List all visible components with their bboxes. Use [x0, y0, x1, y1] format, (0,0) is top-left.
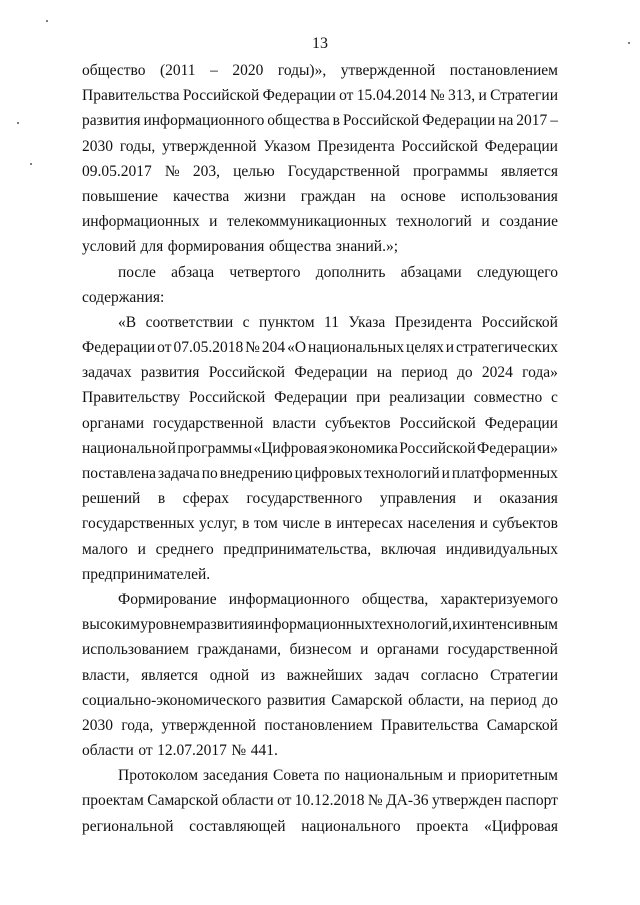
- text-line: поставлена задача по внедрению цифровых технологий и платформенных: [82, 465, 558, 482]
- scan-speck: [46, 20, 48, 22]
- text-line: решений в сферах государственного управления и оказания: [82, 490, 558, 508]
- text-line: высоким уровнем развития информационных технологий, их интенсивным: [82, 616, 558, 634]
- text-line: региональной составляющей национального проекта «Цифровая: [82, 817, 558, 835]
- text-line: повышение качества жизни граждан на основе использования: [82, 187, 558, 205]
- text-line: содержания:: [82, 288, 165, 306]
- text-line: национальной программы «Цифровая экономика Российской Федерации»: [82, 439, 558, 457]
- text-line: малого и среднего предпринимательства, включая индивидуальных: [82, 540, 558, 558]
- text-line: использованием гражданами, бизнесом и органами государственной: [82, 641, 558, 659]
- text-line: области от 12.07.2017 № 441.: [82, 742, 278, 760]
- text-line: 09.05.2017 № 203, целью Государственной программы является: [82, 162, 558, 180]
- text-line: органами государственной власти субъектов Российской Федерации: [82, 414, 558, 432]
- page-number: 13: [312, 35, 328, 52]
- text-line: «В соответствии с пунктом 11 Указа Президента Российской: [118, 313, 558, 331]
- text-line: Протоколом заседания Совета по национальным и приоритетным: [118, 767, 558, 785]
- scan-speck: [30, 163, 32, 165]
- text-line: социально-экономического развития Самарской области, на период до: [82, 691, 558, 709]
- text-line: Правительству Российской Федерации при реализации совместно с: [82, 389, 558, 407]
- text-line: развития информационного общества в Российской Федерации на 2017 –: [82, 112, 558, 130]
- scan-speck: [17, 122, 19, 124]
- text-line: 2030 года, утвержденной постановлением Правительства Самарской: [82, 716, 558, 734]
- text-line: после абзаца четвертого дополнить абзацами следующего: [118, 263, 558, 281]
- document-body: [82, 58, 558, 839]
- text-line: Формирование информационного общества, характеризуемого: [118, 590, 558, 608]
- text-line: 2030 годы, утвержденной Указом Президента Российской Федерации: [82, 137, 558, 155]
- text-line: предпринимателей.: [82, 565, 211, 583]
- text-line: Федерации от 07.05.2018 № 204 «О национальных целях и стратегических: [82, 339, 558, 357]
- text-line: Правительства Российской Федерации от 15.04.2014 № 313, и Стратегии: [82, 87, 558, 105]
- text-line: условий для формирования общества знаний.»;: [82, 238, 399, 256]
- text-line: общество (2011 – 2020 годы)», утвержденной постановлением: [82, 62, 558, 79]
- text-line: государственных услуг, в том числе в интересах населения и субъектов: [82, 515, 558, 533]
- text-line: власти, является одной из важнейших задач согласно Стратегии: [82, 666, 558, 684]
- scan-speck: [628, 42, 630, 44]
- text-line: задачах развития Российской Федерации на период до 2024 года»: [82, 364, 558, 382]
- text-line: информационных и телекоммуникационных технологий и создание: [82, 213, 558, 231]
- text-line: проектам Самарской области от 10.12.2018 № ДА-36 утвержден паспорт: [82, 792, 558, 810]
